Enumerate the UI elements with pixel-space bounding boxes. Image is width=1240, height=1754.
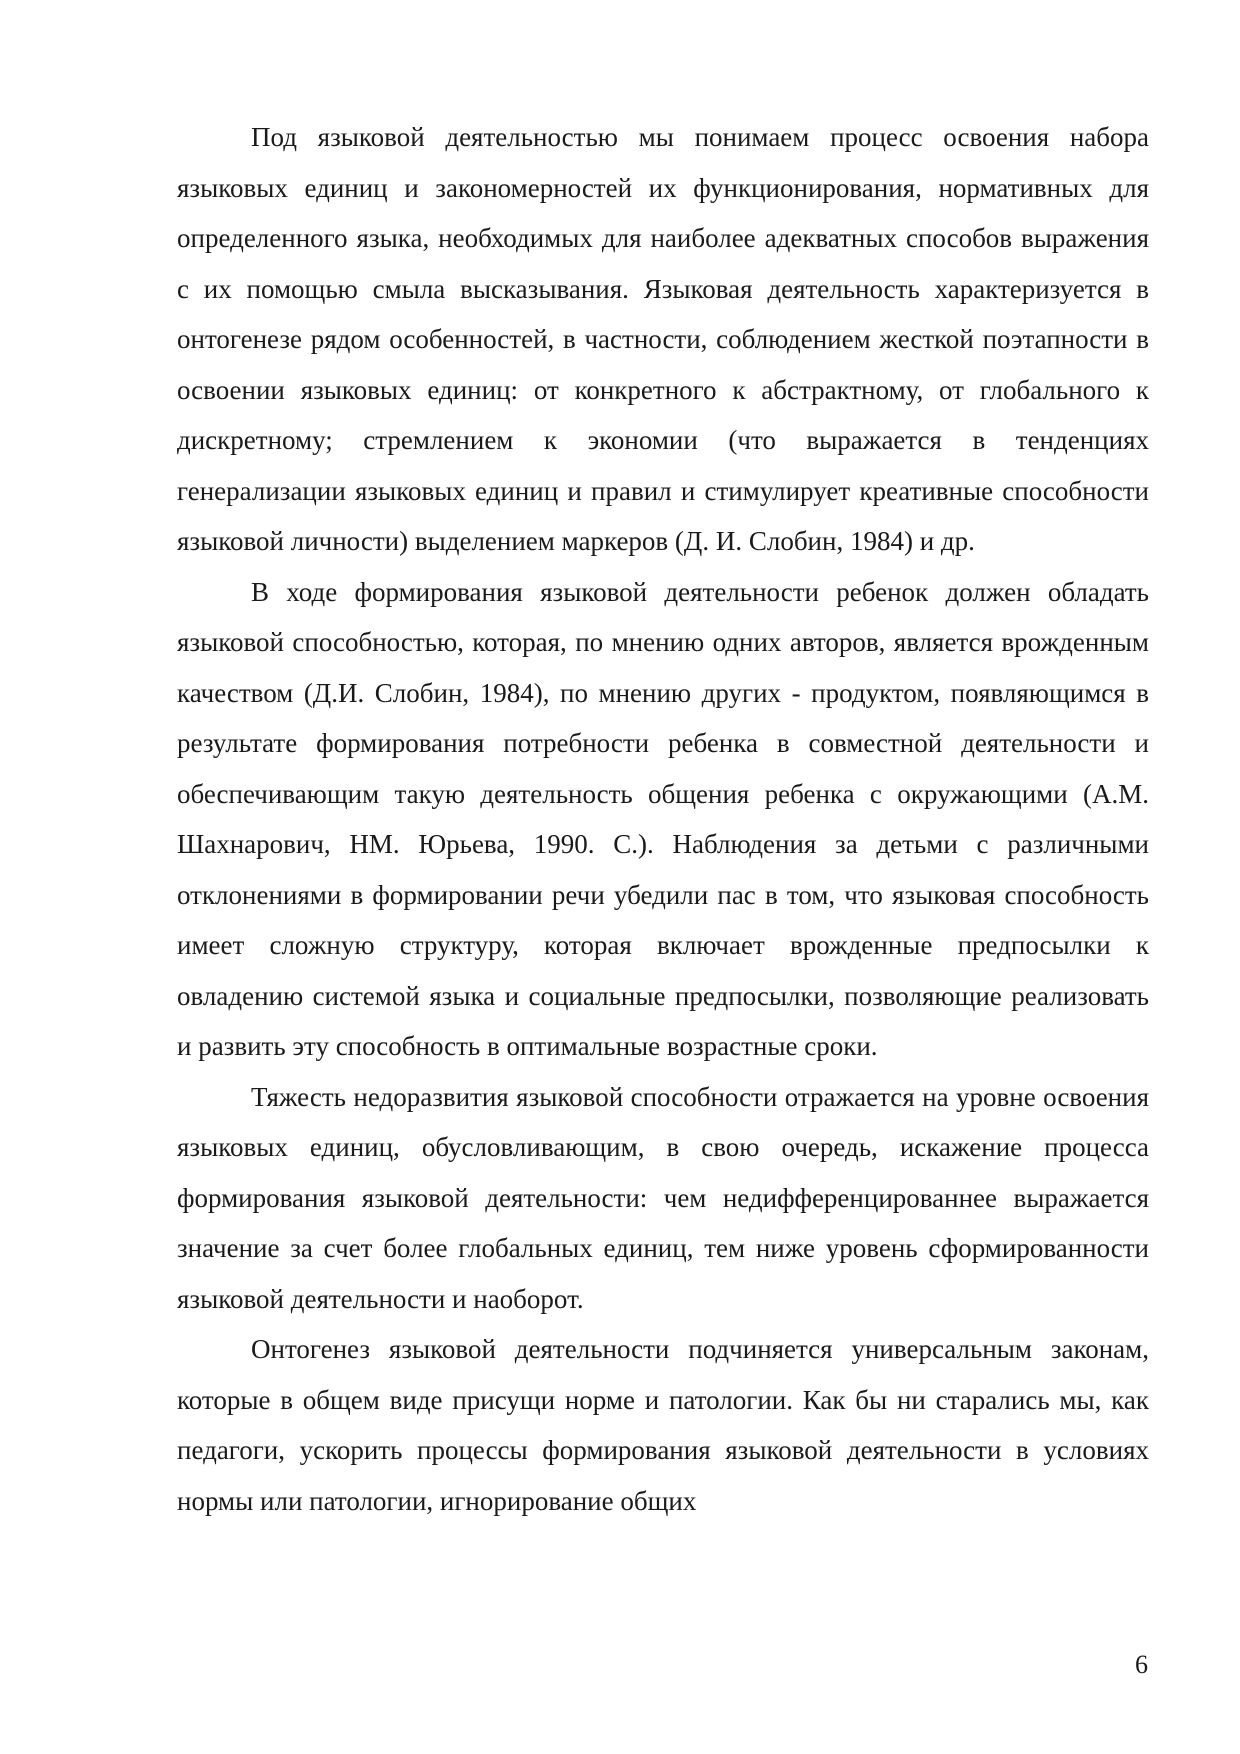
paragraph-2: В ходе формирования языковой деятельности ребенок должен обладать языковой способностью, которая, по мнению одних авторов, является врожденным качеством (Д.И. Слобин, 1984), по мнению других - продуктом, появляющимся в результате формирования потребности ребенка в совместной деятельности и обеспечивающим такую деятельность общения ребенка с окружающими (А.М. Шахнарович, НМ. Юрьева, 1990. С.). Наблюдения за детьми с различными отклонениями в формировании речи убедили пас в том, что языковая способность имеет сложную структуру, которая включает врожденные предпосылки к овладению системой языка и социальные предпосылки, позволяющие реализовать и развить эту способность в оптимальные возрастные сроки. (177, 576, 1149, 1061)
paragraph-4: Онтогенез языковой деятельности подчиняется универсальным законам, которые в общем виде присущи норме и патологии. Как бы ни старались мы, как педагоги, ускорить процессы формирования языковой деятельности в условиях нормы или патологии, игнорирование общих (177, 1334, 1149, 1516)
paragraph-1: Под языковой деятельностью мы понимаем процесс освоения набора языковых единиц и закономерностей их функционирования, нормативных для определенного языка, необходимых для наиболее адекватных способов выражения с их помощью смыла высказывания. Языковая деятельность характеризуется в онтогенезе рядом особенностей, в частности, соблюдением жесткой поэтапности в освоении языковых единиц: от конкретного к абстрактному, от глобального к дискретному; стремлением к экономии (что выражается в тенденциях генерализации языковых единиц и правил и стимулирует креативные способности языковой личности) выделением маркеров (Д. И. Слобин, 1984) и др. (177, 122, 1149, 556)
paragraph-3: Тяжесть недоразвития языковой способности отражается на уровне освоения языковых единиц, обусловливающим, в свою очередь, искажение процесса формирования языковой деятельности: чем недифференцированнее выражается значение за счет более глобальных единиц, тем ниже уровень сформированности языковой деятельности и наоборот. (177, 1081, 1149, 1314)
page-number: 6 (1135, 1650, 1148, 1679)
page-body (177, 112, 1149, 1526)
